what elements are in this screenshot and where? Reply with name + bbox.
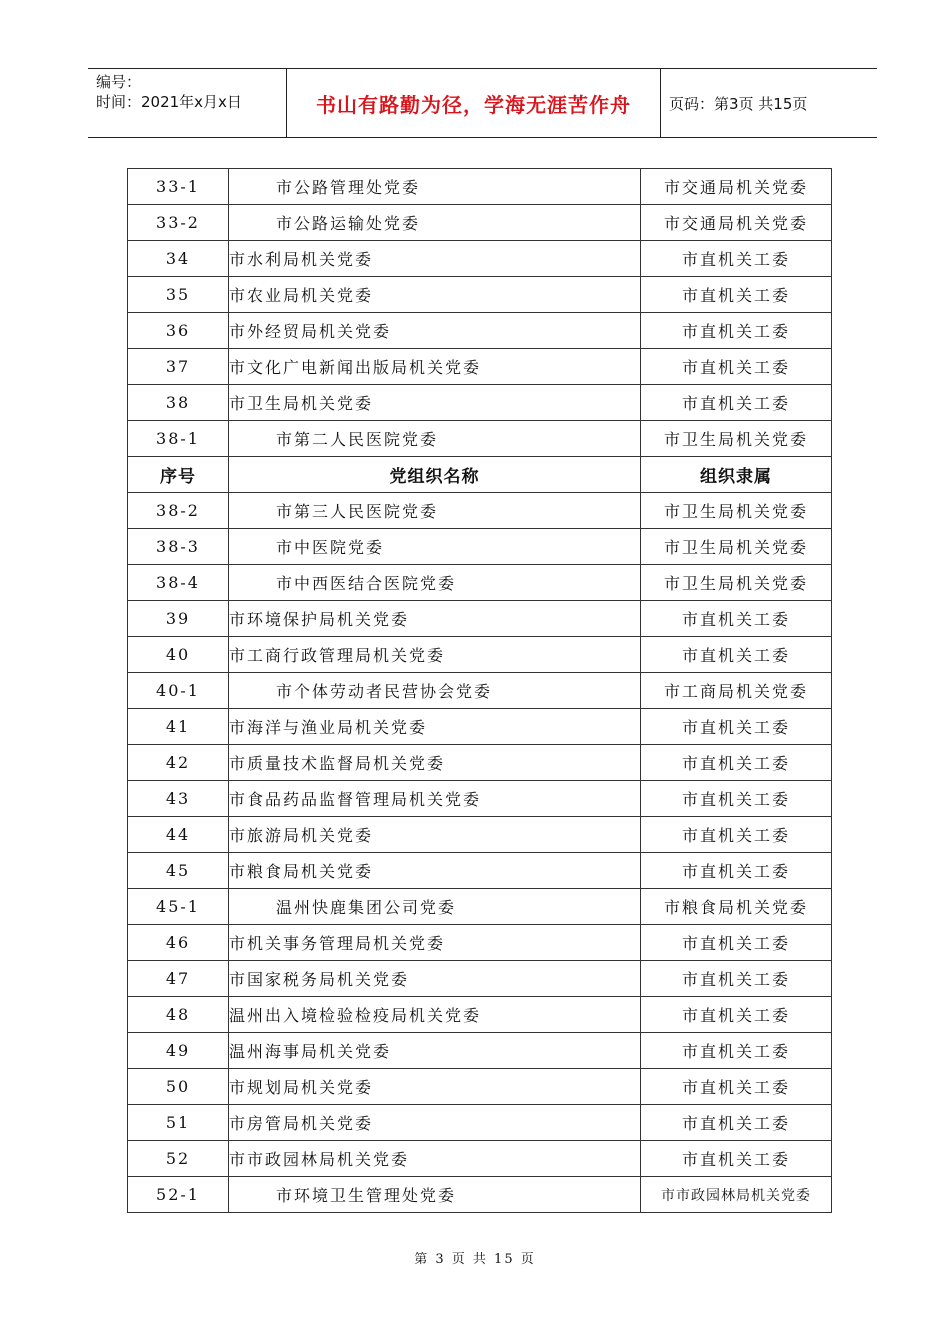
table-row xyxy=(128,205,832,241)
table-row xyxy=(128,1177,832,1213)
table-row xyxy=(128,1033,832,1069)
cell-no: 50 xyxy=(128,1069,229,1105)
cell-no: 41 xyxy=(128,709,229,745)
cell-org-name: 市旅游局机关党委 xyxy=(229,817,641,853)
header-meta xyxy=(88,69,287,137)
cell-affiliation: 市直机关工委 xyxy=(641,277,832,313)
table-row xyxy=(128,853,832,889)
table-row xyxy=(128,889,832,925)
cell-affiliation: 市直机关工委 xyxy=(641,745,832,781)
table-row xyxy=(128,241,832,277)
table-body xyxy=(128,169,832,1213)
table-row xyxy=(128,493,832,529)
cell-no: 38 xyxy=(128,385,229,421)
cell-org-name: 市国家税务局机关党委 xyxy=(229,961,641,997)
cell-org-name: 市食品药品监督管理局机关党委 xyxy=(229,781,641,817)
cell-org-name: 市农业局机关党委 xyxy=(229,277,641,313)
cell-org-name: 市卫生局机关党委 xyxy=(229,385,641,421)
page-footer: 第 3 页 共 15 页 xyxy=(414,1252,536,1267)
cell-affiliation: 市直机关工委 xyxy=(641,997,832,1033)
cell-no: 52 xyxy=(128,1141,229,1177)
cell-affiliation: 市直机关工委 xyxy=(641,709,832,745)
cell-affiliation: 市直机关工委 xyxy=(641,1069,832,1105)
table-header-row xyxy=(128,457,832,493)
cell-no: 38-1 xyxy=(128,421,229,457)
cell-no: 52-1 xyxy=(128,1177,229,1213)
cell-no: 38-4 xyxy=(128,565,229,601)
cell-no: 39 xyxy=(128,601,229,637)
table-row xyxy=(128,961,832,997)
table-row xyxy=(128,817,832,853)
table-row xyxy=(128,781,832,817)
cell-org-name: 市质量技术监督局机关党委 xyxy=(229,745,641,781)
cell-no: 49 xyxy=(128,1033,229,1069)
cell-no: 40-1 xyxy=(128,673,229,709)
cell-no: 38-2 xyxy=(128,493,229,529)
cell-affiliation: 市直机关工委 xyxy=(641,637,832,673)
cell-no: 45 xyxy=(128,853,229,889)
cell-no: 47 xyxy=(128,961,229,997)
cell-no: 46 xyxy=(128,925,229,961)
cell-no: 44 xyxy=(128,817,229,853)
cell-org-name: 市中医院党委 xyxy=(229,529,641,565)
cell-no: 40 xyxy=(128,637,229,673)
time-label: 时间：2021年x月x日 xyxy=(96,93,242,111)
table-row xyxy=(128,169,832,205)
cell-org-name: 市公路管理处党委 xyxy=(229,169,641,205)
table-row xyxy=(128,709,832,745)
cell-no: 33-2 xyxy=(128,205,229,241)
table-row xyxy=(128,925,832,961)
table-row xyxy=(128,277,832,313)
cell-org-name: 市文化广电新闻出版局机关党委 xyxy=(229,349,641,385)
cell-affiliation: 市粮食局机关党委 xyxy=(641,889,832,925)
cell-no: 45-1 xyxy=(128,889,229,925)
column-header-affiliation: 组织隶属 xyxy=(641,457,832,493)
cell-org-name: 市工商行政管理局机关党委 xyxy=(229,637,641,673)
cell-no: 34 xyxy=(128,241,229,277)
table-row xyxy=(128,1069,832,1105)
cell-org-name: 市规划局机关党委 xyxy=(229,1069,641,1105)
cell-org-name: 市水利局机关党委 xyxy=(229,241,641,277)
cell-affiliation: 市直机关工委 xyxy=(641,313,832,349)
cell-no: 33-1 xyxy=(128,169,229,205)
cell-affiliation: 市直机关工委 xyxy=(641,385,832,421)
cell-affiliation: 市卫生局机关党委 xyxy=(641,565,832,601)
table-row xyxy=(128,745,832,781)
table-row xyxy=(128,673,832,709)
number-label: 编号： xyxy=(96,73,142,91)
cell-no: 38-3 xyxy=(128,529,229,565)
cell-org-name: 市个体劳动者民营协会党委 xyxy=(229,673,641,709)
cell-no: 35 xyxy=(128,277,229,313)
cell-org-name: 市市政园林局机关党委 xyxy=(229,1141,641,1177)
column-header-name: 党组织名称 xyxy=(229,457,641,493)
cell-affiliation: 市市政园林局机关党委 xyxy=(641,1177,832,1213)
table-row xyxy=(128,565,832,601)
table-row xyxy=(128,1105,832,1141)
cell-affiliation: 市交通局机关党委 xyxy=(641,205,832,241)
cell-org-name: 市外经贸局机关党委 xyxy=(229,313,641,349)
cell-affiliation: 市工商局机关党委 xyxy=(641,673,832,709)
cell-no: 51 xyxy=(128,1105,229,1141)
cell-affiliation: 市直机关工委 xyxy=(641,781,832,817)
cell-affiliation: 市直机关工委 xyxy=(641,241,832,277)
cell-no: 48 xyxy=(128,997,229,1033)
page-header xyxy=(88,68,877,138)
cell-affiliation: 市直机关工委 xyxy=(641,853,832,889)
cell-no: 36 xyxy=(128,313,229,349)
cell-affiliation: 市交通局机关党委 xyxy=(641,169,832,205)
cell-org-name: 市中西医结合医院党委 xyxy=(229,565,641,601)
cell-no: 42 xyxy=(128,745,229,781)
cell-org-name: 市海洋与渔业局机关党委 xyxy=(229,709,641,745)
cell-org-name: 市环境卫生管理处党委 xyxy=(229,1177,641,1213)
cell-org-name: 市粮食局机关党委 xyxy=(229,853,641,889)
table-row xyxy=(128,529,832,565)
cell-org-name: 市环境保护局机关党委 xyxy=(229,601,641,637)
cell-org-name: 温州出入境检验检疫局机关党委 xyxy=(229,997,641,1033)
column-header-no: 序号 xyxy=(128,457,229,493)
cell-affiliation: 市直机关工委 xyxy=(641,961,832,997)
table-row xyxy=(128,349,832,385)
cell-affiliation: 市直机关工委 xyxy=(641,925,832,961)
cell-affiliation: 市卫生局机关党委 xyxy=(641,421,832,457)
party-organization-table xyxy=(127,168,832,1213)
cell-no: 43 xyxy=(128,781,229,817)
table-row xyxy=(128,637,832,673)
cell-org-name: 市第三人民医院党委 xyxy=(229,493,641,529)
cell-affiliation: 市直机关工委 xyxy=(641,1141,832,1177)
table-row xyxy=(128,385,832,421)
table-row xyxy=(128,997,832,1033)
cell-affiliation: 市直机关工委 xyxy=(641,601,832,637)
cell-org-name: 温州海事局机关党委 xyxy=(229,1033,641,1069)
cell-org-name: 温州快鹿集团公司党委 xyxy=(229,889,641,925)
cell-org-name: 市房管局机关党委 xyxy=(229,1105,641,1141)
cell-affiliation: 市直机关工委 xyxy=(641,349,832,385)
table-row xyxy=(128,421,832,457)
cell-affiliation: 市直机关工委 xyxy=(641,1105,832,1141)
cell-affiliation: 市卫生局机关党委 xyxy=(641,493,832,529)
table-row xyxy=(128,601,832,637)
cell-org-name: 市机关事务管理局机关党委 xyxy=(229,925,641,961)
header-motto: 书山有路勤为径，学海无涯苦作舟 xyxy=(287,69,661,137)
cell-affiliation: 市卫生局机关党委 xyxy=(641,529,832,565)
cell-org-name: 市第二人民医院党委 xyxy=(229,421,641,457)
cell-no: 37 xyxy=(128,349,229,385)
cell-affiliation: 市直机关工委 xyxy=(641,1033,832,1069)
table-row xyxy=(128,313,832,349)
cell-affiliation: 市直机关工委 xyxy=(641,817,832,853)
header-page-label: 页码：第3页 共15页 xyxy=(669,94,808,113)
cell-org-name: 市公路运输处党委 xyxy=(229,205,641,241)
table-row xyxy=(128,1141,832,1177)
